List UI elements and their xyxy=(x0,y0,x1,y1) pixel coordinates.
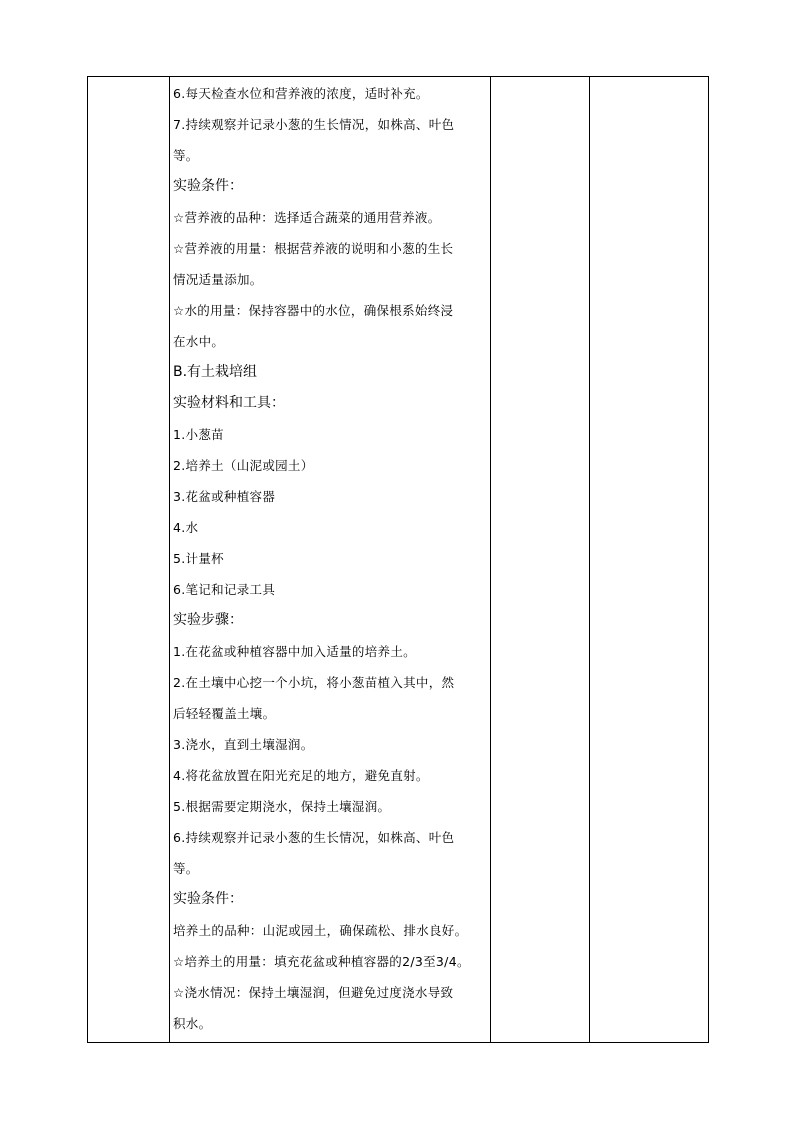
condition-line: 培养土的品种：山泥或园土，确保疏松、排水良好。 xyxy=(173,923,468,938)
table-top-border xyxy=(87,76,709,77)
step-item: 5.根据需要定期浇水，保持土壤湿润。 xyxy=(173,799,391,814)
list-item: 4.水 xyxy=(173,520,199,535)
text-line: 在水中。 xyxy=(173,334,225,349)
list-item: 5.计量杯 xyxy=(173,551,224,566)
step-item: 3.浇水，直到土壤湿润。 xyxy=(173,737,314,752)
table-col-border xyxy=(87,76,88,1043)
condition-line: ☆培养土的用量：填充花盆或种植容器的2/3至3/4。 xyxy=(173,954,470,969)
section-heading: B.有土栽培组 xyxy=(173,364,258,380)
list-item: 2.培养土（山泥或园土） xyxy=(173,458,314,473)
table-col-border xyxy=(708,76,709,1043)
step-item: 2.在土壤中心挖一个小坑，将小葱苗植入其中，然 xyxy=(173,675,455,690)
list-item: 6.笔记和记录工具 xyxy=(173,582,276,597)
text-line: 情况适量添加。 xyxy=(173,272,263,287)
text-line: 等。 xyxy=(173,148,199,163)
table-bottom-border xyxy=(87,1042,709,1043)
table-col-border xyxy=(490,76,491,1043)
table-col-border xyxy=(169,76,170,1043)
text-line: 7.持续观察并记录小葱的生长情况，如株高、叶色 xyxy=(173,117,455,132)
condition-line: ☆浇水情况：保持土壤湿润，但避免过度浇水导致 xyxy=(173,985,454,1000)
step-item: 后轻轻覆盖土壤。 xyxy=(173,706,276,721)
step-item: 4.将花盆放置在阳光充足的地方，避免直射。 xyxy=(173,768,429,783)
section-heading: 实验材料和工具： xyxy=(173,395,285,411)
section-heading: 实验步骤： xyxy=(173,612,243,628)
step-item: 等。 xyxy=(173,861,199,876)
section-heading: 实验条件： xyxy=(173,891,243,907)
condition-line: ☆水的用量：保持容器中的水位，确保根系始终浸 xyxy=(173,303,454,318)
experiment-content-cell xyxy=(173,78,489,1039)
condition-line: ☆营养液的用量：根据营养液的说明和小葱的生长 xyxy=(173,241,454,256)
list-item: 3.花盆或种植容器 xyxy=(173,489,276,504)
condition-line: ☆营养液的品种：选择适合蔬菜的通用营养液。 xyxy=(173,210,441,225)
step-item: 6.持续观察并记录小葱的生长情况，如株高、叶色 xyxy=(173,830,455,845)
text-line: 积水。 xyxy=(173,1016,212,1031)
step-item: 1.在花盆或种植容器中加入适量的培养土。 xyxy=(173,644,416,659)
table-col-border xyxy=(589,76,590,1043)
text-line: 6.每天检查水位和营养液的浓度，适时补充。 xyxy=(173,86,429,101)
list-item: 1.小葱苗 xyxy=(173,427,224,442)
section-heading: 实验条件： xyxy=(173,178,243,194)
